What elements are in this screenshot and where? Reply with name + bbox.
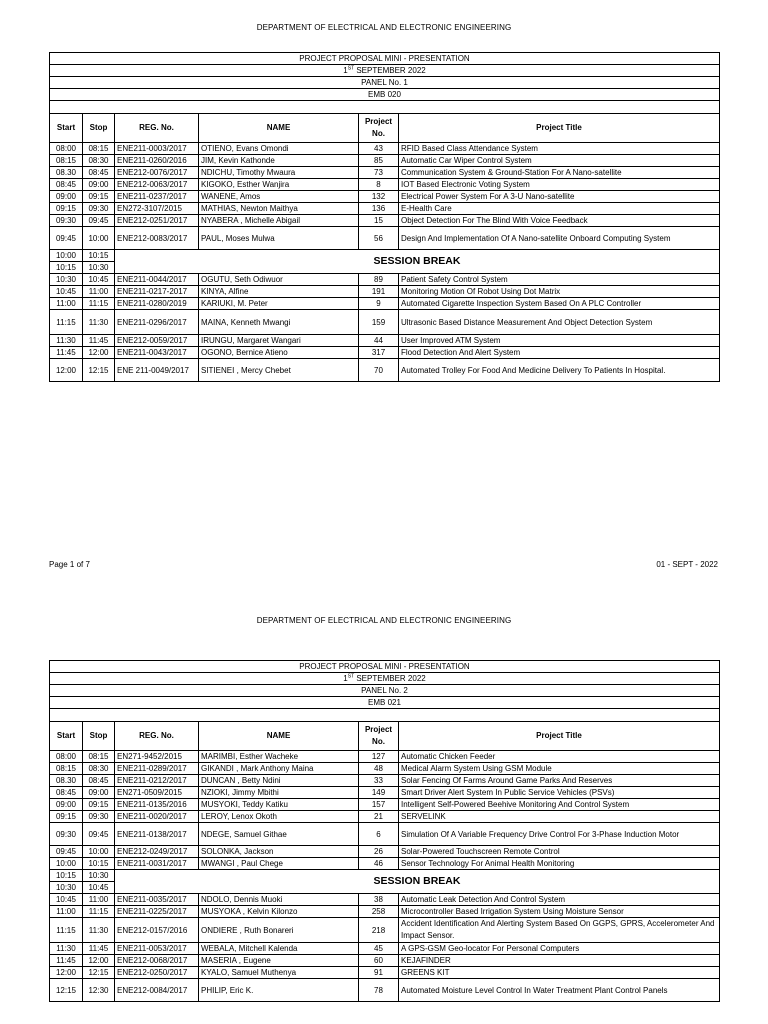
cell-project-no: 258 bbox=[359, 906, 399, 918]
cell-name: LEROY, Lenox Okoth bbox=[199, 811, 359, 823]
cell-name: OGONO, Bernice Atieno bbox=[199, 347, 359, 359]
table-row bbox=[50, 787, 720, 799]
cell-reg-no: ENE212-0059/2017 bbox=[115, 335, 199, 347]
cell-stop: 09:15 bbox=[83, 191, 115, 203]
cell-stop: 08:45 bbox=[83, 167, 115, 179]
cell-project-title: RFID Based Class Attendance System bbox=[399, 143, 720, 155]
cell-project-no: 26 bbox=[359, 846, 399, 858]
cell-stop: 09:15 bbox=[83, 799, 115, 811]
cell-reg-no: ENE211-0237/2017 bbox=[115, 191, 199, 203]
cell-project-title: Automatic Chicken Feeder bbox=[399, 751, 720, 763]
cell-stop: 09:45 bbox=[83, 823, 115, 846]
cell-stop: 10:15 bbox=[83, 858, 115, 870]
cell-reg-no: ENE211-0289/2017 bbox=[115, 763, 199, 775]
cell-project-no: 136 bbox=[359, 203, 399, 215]
cell-reg-no: EN271-9452/2015 bbox=[115, 751, 199, 763]
col-reg: REG. No. bbox=[115, 114, 199, 143]
session-break-label: SESSION BREAK bbox=[115, 870, 720, 894]
cell-start: 12:15 bbox=[50, 979, 83, 1002]
cell-reg-no: ENE211-0138/2017 bbox=[115, 823, 199, 846]
cell-start: 11:30 bbox=[50, 943, 83, 955]
cell-stop: 09:00 bbox=[83, 179, 115, 191]
cell-start: 11:45 bbox=[50, 347, 83, 359]
cell-project-title: Communication System & Ground-Station For A Nano-satellite bbox=[399, 167, 720, 179]
page-number: Page 1 of 7 bbox=[49, 560, 90, 569]
cell-project-no: 46 bbox=[359, 858, 399, 870]
col-name: NAME bbox=[199, 722, 359, 751]
cell-name: WEBALA, Mitchell Kalenda bbox=[199, 943, 359, 955]
column-header-row bbox=[50, 722, 720, 751]
cell-stop: 11:00 bbox=[83, 894, 115, 906]
table-row bbox=[50, 763, 720, 775]
col-reg: REG. No. bbox=[115, 722, 199, 751]
cell-start: 10:45 bbox=[50, 286, 83, 298]
cell-name: MAINA, Kenneth Mwangi bbox=[199, 310, 359, 335]
cell-name: MUSYOKA , Kelvin Kilonzo bbox=[199, 906, 359, 918]
cell-project-no: 91 bbox=[359, 967, 399, 979]
cell-name: SOLONKA, Jackson bbox=[199, 846, 359, 858]
cell-project-title: Monitoring Motion Of Robot Using Dot Matrix bbox=[399, 286, 720, 298]
cell-start: 11:45 bbox=[50, 955, 83, 967]
cell-project-no: 44 bbox=[359, 335, 399, 347]
cell-start: 08:45 bbox=[50, 787, 83, 799]
cell-name: NDICHU, Timothy Mwaura bbox=[199, 167, 359, 179]
cell-project-title: Automatic Leak Detection And Control System bbox=[399, 894, 720, 906]
cell-project-title: Automated Moisture Level Control In Water Treatment Plant Control Panels bbox=[399, 979, 720, 1002]
cell-project-title: Simulation Of A Variable Frequency Drive Control For 3-Phase Induction Motor bbox=[399, 823, 720, 846]
cell-project-no: 149 bbox=[359, 787, 399, 799]
cell-name: NYABERA , Michelle Abigail bbox=[199, 215, 359, 227]
table-row bbox=[50, 918, 720, 943]
table-row bbox=[50, 799, 720, 811]
table-row bbox=[50, 347, 720, 359]
cell-name: NDEGE, Samuel Githae bbox=[199, 823, 359, 846]
presentation-date: 1ST SEPTEMBER 2022 bbox=[50, 65, 720, 77]
table-row bbox=[50, 751, 720, 763]
cell-stop: 09:30 bbox=[83, 203, 115, 215]
cell-stop: 09:45 bbox=[83, 215, 115, 227]
table-row bbox=[50, 811, 720, 823]
cell-reg-no: ENE211-0260/2016 bbox=[115, 155, 199, 167]
cell-name: KYALO, Samuel Muthenya bbox=[199, 967, 359, 979]
cell-start: 09:30 bbox=[50, 215, 83, 227]
table-row bbox=[50, 286, 720, 298]
panel-2-schedule-table bbox=[49, 660, 720, 1002]
cell-project-title: Accident Identification And Alerting System Based On GGPS, GPRS, Accelerometer And Impact Sensor. bbox=[399, 918, 720, 943]
cell-project-title: IOT Based Electronic Voting System bbox=[399, 179, 720, 191]
cell-start: 08.30 bbox=[50, 167, 83, 179]
cell-reg-no: EN272-3107/2015 bbox=[115, 203, 199, 215]
table-row bbox=[50, 155, 720, 167]
cell-project-title: GREENS KIT bbox=[399, 967, 720, 979]
cell-name: MATHIAS, Newton Maithya bbox=[199, 203, 359, 215]
cell-project-no: 191 bbox=[359, 286, 399, 298]
cell-project-title: Intelligent Self-Powered Beehive Monitoring And Control System bbox=[399, 799, 720, 811]
cell-start: 12:00 bbox=[50, 967, 83, 979]
table-row bbox=[50, 894, 720, 906]
col-stop: Stop bbox=[83, 722, 115, 751]
panel-number: PANEL No. 1 bbox=[50, 77, 720, 89]
cell-project-title: Sensor Technology For Animal Health Monitoring bbox=[399, 858, 720, 870]
page-date: 01 - SEPT - 2022 bbox=[656, 560, 718, 569]
cell-stop: 12:00 bbox=[83, 347, 115, 359]
cell-project-title: Microcontroller Based Irrigation System Using Moisture Sensor bbox=[399, 906, 720, 918]
cell-stop: 12:15 bbox=[83, 967, 115, 979]
table-row bbox=[50, 967, 720, 979]
cell-project-title: Flood Detection And Alert System bbox=[399, 347, 720, 359]
cell-project-title: Solar Fencing Of Farms Around Game Parks And Reserves bbox=[399, 775, 720, 787]
cell-start: 09:15 bbox=[50, 811, 83, 823]
break-stop-1: 10:30 bbox=[83, 870, 115, 882]
break-start-1: 10:15 bbox=[50, 870, 83, 882]
cell-reg-no: ENE211-0135/2016 bbox=[115, 799, 199, 811]
cell-start: 09:00 bbox=[50, 191, 83, 203]
cell-start: 08.30 bbox=[50, 775, 83, 787]
cell-project-no: 73 bbox=[359, 167, 399, 179]
table-row bbox=[50, 143, 720, 155]
table-row bbox=[50, 167, 720, 179]
col-project-title: Project Title bbox=[399, 114, 720, 143]
cell-project-no: 89 bbox=[359, 274, 399, 286]
cell-project-title: KEJAFINDER bbox=[399, 955, 720, 967]
cell-stop: 11:00 bbox=[83, 286, 115, 298]
col-start: Start bbox=[50, 114, 83, 143]
cell-project-title: Electrical Power System For A 3-U Nano-satellite bbox=[399, 191, 720, 203]
cell-reg-no: ENE212-0068/2017 bbox=[115, 955, 199, 967]
cell-project-no: 43 bbox=[359, 143, 399, 155]
cell-stop: 11:30 bbox=[83, 310, 115, 335]
table-row bbox=[50, 823, 720, 846]
table-row bbox=[50, 906, 720, 918]
cell-reg-no: ENE211-0003/2017 bbox=[115, 143, 199, 155]
cell-name: SITIENEI , Mercy Chebet bbox=[199, 359, 359, 382]
table-row bbox=[50, 215, 720, 227]
cell-stop: 09:00 bbox=[83, 787, 115, 799]
cell-project-title: Ultrasonic Based Distance Measurement And Object Detection System bbox=[399, 310, 720, 335]
cell-stop: 08:30 bbox=[83, 155, 115, 167]
cell-name: KARIUKI, M. Peter bbox=[199, 298, 359, 310]
cell-start: 10:00 bbox=[50, 858, 83, 870]
cell-reg-no: ENE211-0217-2017 bbox=[115, 286, 199, 298]
cell-project-no: 45 bbox=[359, 943, 399, 955]
department-heading: DEPARTMENT OF ELECTRICAL AND ELECTRONIC ENGINEERING bbox=[256, 616, 512, 625]
presentation-date: 1ST SEPTEMBER 2022 bbox=[50, 673, 720, 685]
cell-stop: 10:45 bbox=[83, 274, 115, 286]
cell-project-title: Automated Cigarette Inspection System Based On A PLC Controller bbox=[399, 298, 720, 310]
cell-project-title: Smart Driver Alert System In Public Service Vehicles (PSVs) bbox=[399, 787, 720, 799]
table-row bbox=[50, 943, 720, 955]
cell-project-no: 70 bbox=[359, 359, 399, 382]
table-row bbox=[50, 298, 720, 310]
department-heading: DEPARTMENT OF ELECTRICAL AND ELECTRONIC ENGINEERING bbox=[256, 23, 512, 32]
col-stop: Stop bbox=[83, 114, 115, 143]
cell-project-title: Automatic Car Wiper Control System bbox=[399, 155, 720, 167]
col-start: Start bbox=[50, 722, 83, 751]
cell-start: 09:45 bbox=[50, 227, 83, 250]
cell-start: 08:00 bbox=[50, 751, 83, 763]
cell-name: PHILIP, Eric K. bbox=[199, 979, 359, 1002]
cell-start: 08:15 bbox=[50, 763, 83, 775]
cell-project-no: 33 bbox=[359, 775, 399, 787]
cell-project-no: 6 bbox=[359, 823, 399, 846]
cell-project-title: A GPS-GSM Geo-locator For Personal Computers bbox=[399, 943, 720, 955]
spacer-row bbox=[50, 709, 720, 722]
cell-project-title: Medical Alarm System Using GSM Module bbox=[399, 763, 720, 775]
cell-name: NDOLO, Dennis Muoki bbox=[199, 894, 359, 906]
room-number: EMB 021 bbox=[50, 697, 720, 709]
col-name: NAME bbox=[199, 114, 359, 143]
cell-start: 09:30 bbox=[50, 823, 83, 846]
cell-name: GIKANDI , Mark Anthony Maina bbox=[199, 763, 359, 775]
cell-name: IRUNGU, Margaret Wangari bbox=[199, 335, 359, 347]
cell-start: 08:45 bbox=[50, 179, 83, 191]
break-row bbox=[50, 870, 720, 882]
cell-reg-no: ENE212-0083/2017 bbox=[115, 227, 199, 250]
cell-project-title: Patient Safety Control System bbox=[399, 274, 720, 286]
panel-1-schedule-table bbox=[49, 52, 720, 382]
col-project-no: Project No. bbox=[359, 722, 399, 751]
table-row bbox=[50, 846, 720, 858]
col-project-title: Project Title bbox=[399, 722, 720, 751]
cell-reg-no: ENE211-0043/2017 bbox=[115, 347, 199, 359]
cell-name: DUNCAN , Betty Ndini bbox=[199, 775, 359, 787]
cell-name: WANENE, Amos bbox=[199, 191, 359, 203]
break-row bbox=[50, 250, 720, 262]
proposal-title: PROJECT PROPOSAL MINI - PRESENTATION bbox=[50, 53, 720, 65]
cell-project-title: SERVELINK bbox=[399, 811, 720, 823]
table-row bbox=[50, 775, 720, 787]
cell-name: MASERIA , Eugene bbox=[199, 955, 359, 967]
cell-start: 09:15 bbox=[50, 203, 83, 215]
cell-stop: 08:15 bbox=[83, 751, 115, 763]
cell-stop: 12:00 bbox=[83, 955, 115, 967]
cell-name: MWANGI , Paul Chege bbox=[199, 858, 359, 870]
cell-start: 12:00 bbox=[50, 359, 83, 382]
cell-name: ONDIERE , Ruth Bonareri bbox=[199, 918, 359, 943]
break-start-2: 10:15 bbox=[50, 262, 83, 274]
cell-reg-no: ENE212-0076/2017 bbox=[115, 167, 199, 179]
cell-name: OTIENO, Evans Omondi bbox=[199, 143, 359, 155]
cell-stop: 11:45 bbox=[83, 943, 115, 955]
cell-project-no: 317 bbox=[359, 347, 399, 359]
cell-start: 11:15 bbox=[50, 310, 83, 335]
cell-reg-no: ENE212-0063/2017 bbox=[115, 179, 199, 191]
cell-project-no: 60 bbox=[359, 955, 399, 967]
cell-start: 11:00 bbox=[50, 298, 83, 310]
cell-project-no: 78 bbox=[359, 979, 399, 1002]
cell-stop: 11:15 bbox=[83, 298, 115, 310]
cell-start: 11:15 bbox=[50, 918, 83, 943]
cell-project-no: 157 bbox=[359, 799, 399, 811]
break-start-2: 10:30 bbox=[50, 882, 83, 894]
cell-stop: 10:00 bbox=[83, 227, 115, 250]
cell-start: 08:00 bbox=[50, 143, 83, 155]
cell-reg-no: ENE211-0035/2017 bbox=[115, 894, 199, 906]
cell-name: KINYA, Alfine bbox=[199, 286, 359, 298]
break-stop-2: 10:30 bbox=[83, 262, 115, 274]
proposal-title: PROJECT PROPOSAL MINI - PRESENTATION bbox=[50, 661, 720, 673]
table-row bbox=[50, 274, 720, 286]
cell-project-no: 9 bbox=[359, 298, 399, 310]
cell-project-title: Object Detection For The Blind With Voice Feedback bbox=[399, 215, 720, 227]
cell-name: PAUL, Moses Mulwa bbox=[199, 227, 359, 250]
cell-project-title: Design And Implementation Of A Nano-satellite Onboard Computing System bbox=[399, 227, 720, 250]
room-number: EMB 020 bbox=[50, 89, 720, 101]
table-row bbox=[50, 191, 720, 203]
cell-name: MARIMBI, Esther Wacheke bbox=[199, 751, 359, 763]
table-row bbox=[50, 955, 720, 967]
cell-name: NZIOKI, Jimmy Mbithi bbox=[199, 787, 359, 799]
cell-project-title: Solar-Powered Touchscreen Remote Control bbox=[399, 846, 720, 858]
cell-start: 08:15 bbox=[50, 155, 83, 167]
cell-start: 09:45 bbox=[50, 846, 83, 858]
table-row bbox=[50, 359, 720, 382]
cell-reg-no: ENE211-0280/2019 bbox=[115, 298, 199, 310]
cell-project-no: 48 bbox=[359, 763, 399, 775]
column-header-row bbox=[50, 114, 720, 143]
cell-project-title: User Improved ATM System bbox=[399, 335, 720, 347]
cell-start: 10:45 bbox=[50, 894, 83, 906]
cell-start: 09:00 bbox=[50, 799, 83, 811]
cell-reg-no: ENE211-0031/2017 bbox=[115, 858, 199, 870]
cell-stop: 08:30 bbox=[83, 763, 115, 775]
cell-start: 10:30 bbox=[50, 274, 83, 286]
cell-start: 11:00 bbox=[50, 906, 83, 918]
table-row bbox=[50, 335, 720, 347]
cell-stop: 09:30 bbox=[83, 811, 115, 823]
cell-project-no: 218 bbox=[359, 918, 399, 943]
cell-stop: 12:30 bbox=[83, 979, 115, 1002]
cell-stop: 10:00 bbox=[83, 846, 115, 858]
cell-reg-no: ENE211-0296/2017 bbox=[115, 310, 199, 335]
cell-reg-no: ENE212-0084/2017 bbox=[115, 979, 199, 1002]
spacer-row bbox=[50, 101, 720, 114]
cell-reg-no: ENE211-0020/2017 bbox=[115, 811, 199, 823]
table-row bbox=[50, 227, 720, 250]
cell-name: MUSYOKI, Teddy Katiku bbox=[199, 799, 359, 811]
break-start-1: 10:00 bbox=[50, 250, 83, 262]
cell-start: 11:30 bbox=[50, 335, 83, 347]
cell-name: JIM, Kevin Kathonde bbox=[199, 155, 359, 167]
cell-stop: 11:30 bbox=[83, 918, 115, 943]
cell-project-no: 56 bbox=[359, 227, 399, 250]
break-stop-2: 10:45 bbox=[83, 882, 115, 894]
cell-reg-no: ENE211-0053/2017 bbox=[115, 943, 199, 955]
cell-reg-no: ENE211-0225/2017 bbox=[115, 906, 199, 918]
cell-reg-no: ENE212-0157/2016 bbox=[115, 918, 199, 943]
cell-project-no: 21 bbox=[359, 811, 399, 823]
panel-number: PANEL No. 2 bbox=[50, 685, 720, 697]
cell-project-no: 159 bbox=[359, 310, 399, 335]
cell-reg-no: ENE212-0249/2017 bbox=[115, 846, 199, 858]
cell-reg-no: ENE212-0250/2017 bbox=[115, 967, 199, 979]
cell-reg-no: ENE211-0044/2017 bbox=[115, 274, 199, 286]
table-row bbox=[50, 310, 720, 335]
table-row bbox=[50, 179, 720, 191]
cell-reg-no: ENE212-0251/2017 bbox=[115, 215, 199, 227]
table-row bbox=[50, 979, 720, 1002]
cell-stop: 11:45 bbox=[83, 335, 115, 347]
cell-reg-no: ENE 211-0049/2017 bbox=[115, 359, 199, 382]
cell-project-no: 38 bbox=[359, 894, 399, 906]
cell-project-title: Automated Trolley For Food And Medicine Delivery To Patients In Hospital. bbox=[399, 359, 720, 382]
cell-reg-no: EN271-0509/2015 bbox=[115, 787, 199, 799]
cell-stop: 08:45 bbox=[83, 775, 115, 787]
cell-stop: 11:15 bbox=[83, 906, 115, 918]
session-break-label: SESSION BREAK bbox=[115, 250, 720, 274]
cell-project-no: 8 bbox=[359, 179, 399, 191]
cell-project-title: E-Health Care bbox=[399, 203, 720, 215]
cell-reg-no: ENE211-0212/2017 bbox=[115, 775, 199, 787]
cell-project-no: 15 bbox=[359, 215, 399, 227]
cell-project-no: 85 bbox=[359, 155, 399, 167]
table-row bbox=[50, 203, 720, 215]
cell-stop: 08:15 bbox=[83, 143, 115, 155]
break-stop-1: 10:15 bbox=[83, 250, 115, 262]
cell-name: OGUTU, Seth Odiwuor bbox=[199, 274, 359, 286]
cell-name: KIGOKO, Esther Wanjira bbox=[199, 179, 359, 191]
table-row bbox=[50, 858, 720, 870]
cell-stop: 12:15 bbox=[83, 359, 115, 382]
cell-project-no: 132 bbox=[359, 191, 399, 203]
col-project-no: Project No. bbox=[359, 114, 399, 143]
cell-project-no: 127 bbox=[359, 751, 399, 763]
